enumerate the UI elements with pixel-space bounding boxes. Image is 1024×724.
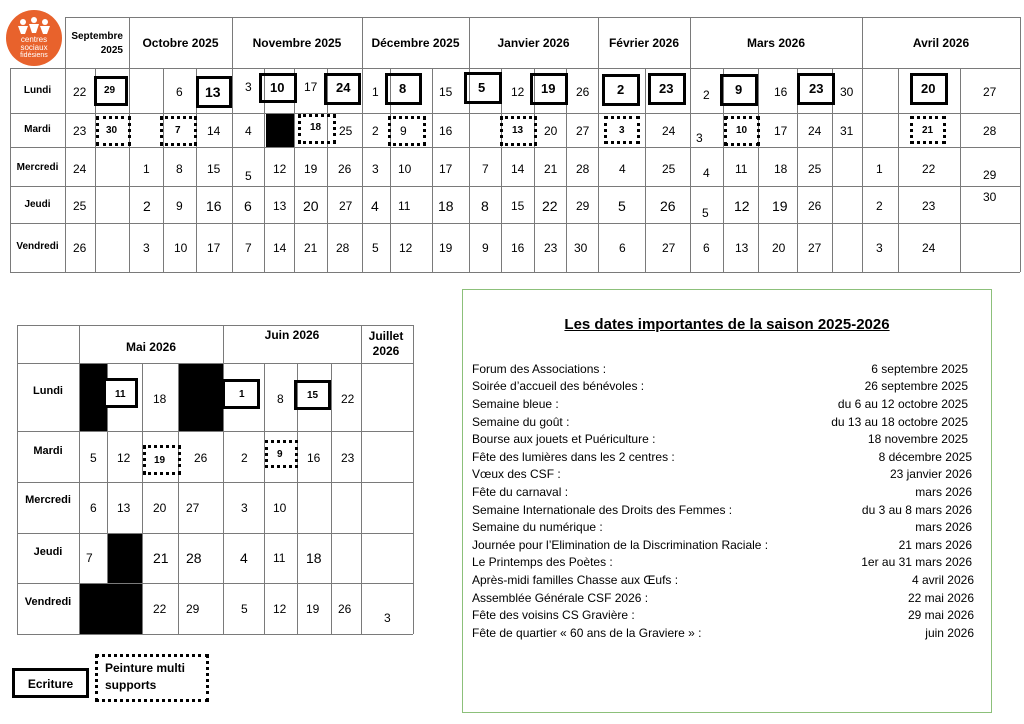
date: 7 [86, 551, 93, 565]
event-item [472, 591, 974, 609]
event-item [472, 555, 974, 573]
date: 5 [372, 241, 379, 255]
date: 6 [244, 198, 252, 214]
date: 28 [983, 124, 997, 138]
event-date: 6 septembre 2025 [871, 362, 968, 376]
date: 27 [662, 241, 676, 255]
date: 10 [273, 501, 287, 515]
date: 29 [104, 85, 116, 96]
date: 17 [304, 80, 318, 94]
event-label: Bourse aux jouets et Puériculture : [472, 432, 656, 446]
date: 4 [371, 198, 379, 214]
date: 31 [840, 124, 854, 138]
date: 25 [808, 162, 822, 176]
day-label-mercredi: Mercredi [16, 162, 59, 173]
date: 20 [153, 501, 167, 515]
date: 26 [576, 85, 590, 99]
day-label-jeudi: Jeudi [24, 199, 51, 210]
date: 29 [186, 602, 200, 616]
event-label: Vœux des CSF : [472, 467, 561, 481]
date: 15 [207, 162, 221, 176]
date: 19 [772, 198, 788, 214]
date: 4 [619, 162, 626, 176]
date: 13 [205, 84, 221, 100]
date: 23 [341, 451, 355, 465]
date: 28 [186, 550, 202, 566]
month-header-may: Mai 2026 [125, 340, 177, 354]
event-date: juin 2026 [925, 626, 974, 640]
date: 19 [541, 81, 556, 96]
date: 9 [277, 449, 283, 460]
logo-text-3: fidésiens [20, 52, 48, 59]
event-label: Forum des Associations : [472, 362, 607, 376]
date: 16 [439, 124, 453, 138]
month-header-apr: Avril 2026 [912, 36, 970, 50]
date: 29 [983, 168, 997, 182]
date: 5 [618, 198, 626, 214]
event-item [472, 397, 974, 415]
event-item [472, 538, 974, 556]
date: 13 [512, 125, 524, 136]
date: 23 [544, 241, 558, 255]
date: 3 [384, 611, 391, 625]
date: 11 [273, 551, 286, 565]
date: 26 [338, 602, 352, 616]
date: 18 [438, 198, 454, 214]
date: 23 [73, 124, 87, 138]
date: 3 [372, 162, 379, 176]
date: 27 [808, 241, 822, 255]
date: 2 [876, 199, 883, 213]
event-item [472, 503, 974, 521]
date: 22 [73, 85, 87, 99]
date: 27 [576, 124, 590, 138]
date: 6 [176, 85, 183, 99]
date: 13 [117, 501, 131, 515]
date: 6 [90, 501, 97, 515]
event-label: Assemblée Générale CSF 2026 : [472, 591, 649, 605]
date: 16 [307, 451, 321, 465]
date: 10 [174, 241, 188, 255]
event-date: 21 mars 2026 [898, 538, 972, 552]
date: 18 [774, 162, 788, 176]
day-label-vendredi: Vendredi [16, 241, 59, 252]
month-header-mar: Mars 2026 [746, 36, 806, 50]
month-header-sep: Septembre 2025 [71, 31, 123, 56]
event-date: 18 novembre 2025 [867, 432, 968, 446]
month-header-nov: Novembre 2025 [252, 36, 342, 50]
month-header-jul: Juillet 2026 [368, 329, 404, 358]
date: 8 [176, 162, 183, 176]
event-item [472, 362, 974, 380]
event-item [472, 608, 974, 626]
date: 12 [117, 451, 131, 465]
date: 26 [194, 451, 208, 465]
date: 12 [511, 85, 525, 99]
date: 24 [662, 124, 676, 138]
date: 23 [922, 199, 936, 213]
event-label: Le Printemps des Poètes : [472, 555, 613, 569]
date: 27 [983, 85, 997, 99]
event-label: Semaine du goût : [472, 415, 570, 429]
date: 24 [922, 241, 936, 255]
date: 14 [511, 162, 525, 176]
date: 19 [306, 602, 320, 616]
month-header-feb: Février 2026 [608, 36, 680, 50]
month-header-dec: Décembre 2025 [371, 36, 460, 50]
date: 23 [809, 81, 824, 96]
date: 5 [245, 169, 252, 183]
date: 7 [175, 125, 181, 136]
date: 16 [206, 198, 222, 214]
date: 12 [399, 241, 413, 255]
closed-day [179, 364, 223, 431]
date: 5 [90, 451, 97, 465]
date: 5 [478, 80, 486, 95]
event-date: 26 septembre 2025 [864, 379, 968, 393]
date: 16 [511, 241, 525, 255]
date: 18 [306, 550, 322, 566]
date: 24 [336, 80, 351, 95]
event-item [472, 626, 974, 644]
closed-day [266, 114, 294, 147]
date: 3 [696, 131, 703, 145]
date: 10 [398, 162, 412, 176]
event-item [472, 467, 974, 485]
date: 9 [482, 241, 489, 255]
event-item [472, 485, 974, 503]
date: 19 [304, 162, 318, 176]
event-date: mars 2026 [915, 520, 972, 534]
event-date: du 13 au 18 octobre 2025 [831, 415, 968, 429]
date: 13 [735, 241, 749, 255]
date: 13 [273, 199, 287, 213]
date: 24 [808, 124, 822, 138]
date: 21 [304, 241, 318, 255]
date: 10 [736, 125, 748, 136]
date: 2 [617, 82, 625, 97]
date: 7 [245, 241, 252, 255]
date: 1 [239, 389, 245, 400]
event-date: 22 mai 2026 [907, 591, 974, 605]
date: 5 [702, 206, 709, 220]
event-date: 23 janvier 2026 [889, 467, 972, 481]
date: 22 [542, 198, 558, 214]
closed-day [108, 534, 142, 583]
event-item [472, 379, 974, 397]
date: 18 [310, 122, 322, 133]
event-label: Fête des voisins CS Gravière : [472, 608, 635, 622]
event-label: Fête de quartier « 60 ans de la Graviere » : [472, 626, 702, 640]
logo-text-2: sociaux [20, 43, 48, 52]
date: 25 [73, 199, 87, 213]
day-label-lundi: Lundi [23, 85, 52, 96]
date: 3 [876, 241, 883, 255]
date: 21 [922, 125, 934, 136]
closed-day [80, 584, 142, 634]
date: 26 [808, 199, 822, 213]
day-label-mercredi: Mercredi [25, 494, 71, 506]
legend-peinture-label: Peinture multi supports [105, 661, 186, 692]
month-header-jun: Juin 2026 [264, 328, 320, 342]
event-label: Après-midi familles Chasse aux Œufs : [472, 573, 679, 587]
date: 2 [241, 451, 248, 465]
date: 15 [439, 85, 453, 99]
date: 26 [338, 162, 352, 176]
event-date: mars 2026 [915, 485, 972, 499]
date: 1 [876, 162, 883, 176]
day-label-mardi: Mardi [33, 445, 63, 457]
date: 11 [735, 162, 748, 176]
date: 6 [703, 241, 710, 255]
date: 8 [481, 198, 489, 214]
event-label: Soirée d’accueil des bénévoles : [472, 379, 645, 393]
date: 30 [106, 125, 118, 136]
date: 29 [576, 199, 590, 213]
date: 6 [619, 241, 626, 255]
date: 2 [703, 88, 710, 102]
date: 25 [662, 162, 676, 176]
event-label: Semaine Internationale des Droits des Femmes : [472, 503, 733, 517]
event-item [472, 415, 974, 433]
date: 17 [207, 241, 221, 255]
date: 22 [922, 162, 936, 176]
logo-text-1: centres [20, 35, 48, 44]
date: 14 [273, 241, 287, 255]
date: 4 [703, 166, 710, 180]
date: 15 [307, 390, 319, 401]
event-date: du 3 au 8 mars 2026 [861, 503, 972, 517]
event-label: Journée pour l’Elimination de la Discrimination Raciale : [472, 538, 769, 552]
date: 1 [143, 162, 150, 176]
day-label-jeudi: Jeudi [33, 546, 63, 558]
date: 27 [186, 501, 200, 515]
event-item [472, 573, 974, 591]
event-item [472, 450, 974, 468]
date: 8 [399, 81, 407, 96]
date: 20 [544, 124, 558, 138]
date: 3 [143, 241, 150, 255]
date: 4 [245, 124, 252, 138]
day-label-mardi: Mardi [24, 124, 51, 135]
date: 16 [774, 85, 788, 99]
event-date: du 6 au 12 octobre 2025 [837, 397, 968, 411]
date: 12 [734, 198, 750, 214]
event-label: Fête du carnaval : [472, 485, 569, 499]
event-date: 29 mai 2026 [907, 608, 974, 622]
legend-ecriture-label: Ecriture [27, 677, 74, 691]
date: 1 [372, 85, 379, 99]
date: 9 [400, 124, 407, 138]
date: 19 [154, 455, 166, 466]
date: 15 [511, 199, 525, 213]
date: 30 [983, 190, 997, 204]
date: 30 [574, 241, 588, 255]
date: 22 [153, 602, 167, 616]
date: 19 [439, 241, 453, 255]
events-title: Les dates importantes de la saison 2025-2026 [564, 316, 890, 333]
date: 18 [153, 392, 167, 406]
date: 30 [840, 85, 854, 99]
date: 7 [482, 162, 489, 176]
event-item [472, 520, 974, 538]
date: 2 [372, 124, 379, 138]
event-label: Fête des lumières dans les 2 centres : [472, 450, 675, 464]
date: 23 [659, 81, 674, 96]
date: 5 [241, 602, 248, 616]
logo [6, 10, 62, 66]
date: 14 [207, 124, 221, 138]
date: 21 [544, 162, 558, 176]
date: 24 [73, 162, 87, 176]
event-date: 1er au 31 mars 2026 [861, 555, 972, 569]
date: 25 [339, 124, 353, 138]
date: 11 [398, 199, 411, 213]
day-label-lundi: Lundi [33, 385, 63, 397]
date: 10 [270, 80, 285, 95]
event-label: Semaine bleue : [472, 397, 559, 411]
date: 12 [273, 162, 287, 176]
date: 2 [143, 198, 151, 214]
date: 4 [240, 550, 248, 566]
date: 22 [341, 392, 355, 406]
date: 26 [73, 241, 87, 255]
date: 3 [245, 80, 252, 94]
event-date: 8 décembre 2025 [878, 450, 972, 464]
date: 17 [439, 162, 453, 176]
day-label-vendredi: Vendredi [24, 596, 72, 608]
date: 20 [772, 241, 786, 255]
event-label: Semaine du numérique : [472, 520, 603, 534]
date: 28 [336, 241, 350, 255]
date: 20 [921, 81, 936, 96]
date: 26 [660, 198, 676, 214]
date: 9 [735, 82, 743, 97]
date: 3 [241, 501, 248, 515]
date: 17 [774, 124, 788, 138]
date: 21 [153, 550, 169, 566]
date: 11 [115, 389, 126, 400]
date: 3 [619, 125, 625, 136]
date: 8 [277, 392, 284, 406]
date: 20 [303, 198, 319, 214]
date: 9 [176, 199, 183, 213]
month-header-oct: Octobre 2025 [142, 36, 219, 50]
date: 12 [273, 602, 287, 616]
date: 27 [339, 199, 353, 213]
peinture-session [388, 116, 426, 146]
event-item [472, 432, 974, 450]
date: 28 [576, 162, 590, 176]
month-header-jan: Janvier 2026 [497, 36, 570, 50]
event-date: 4 avril 2026 [911, 573, 974, 587]
